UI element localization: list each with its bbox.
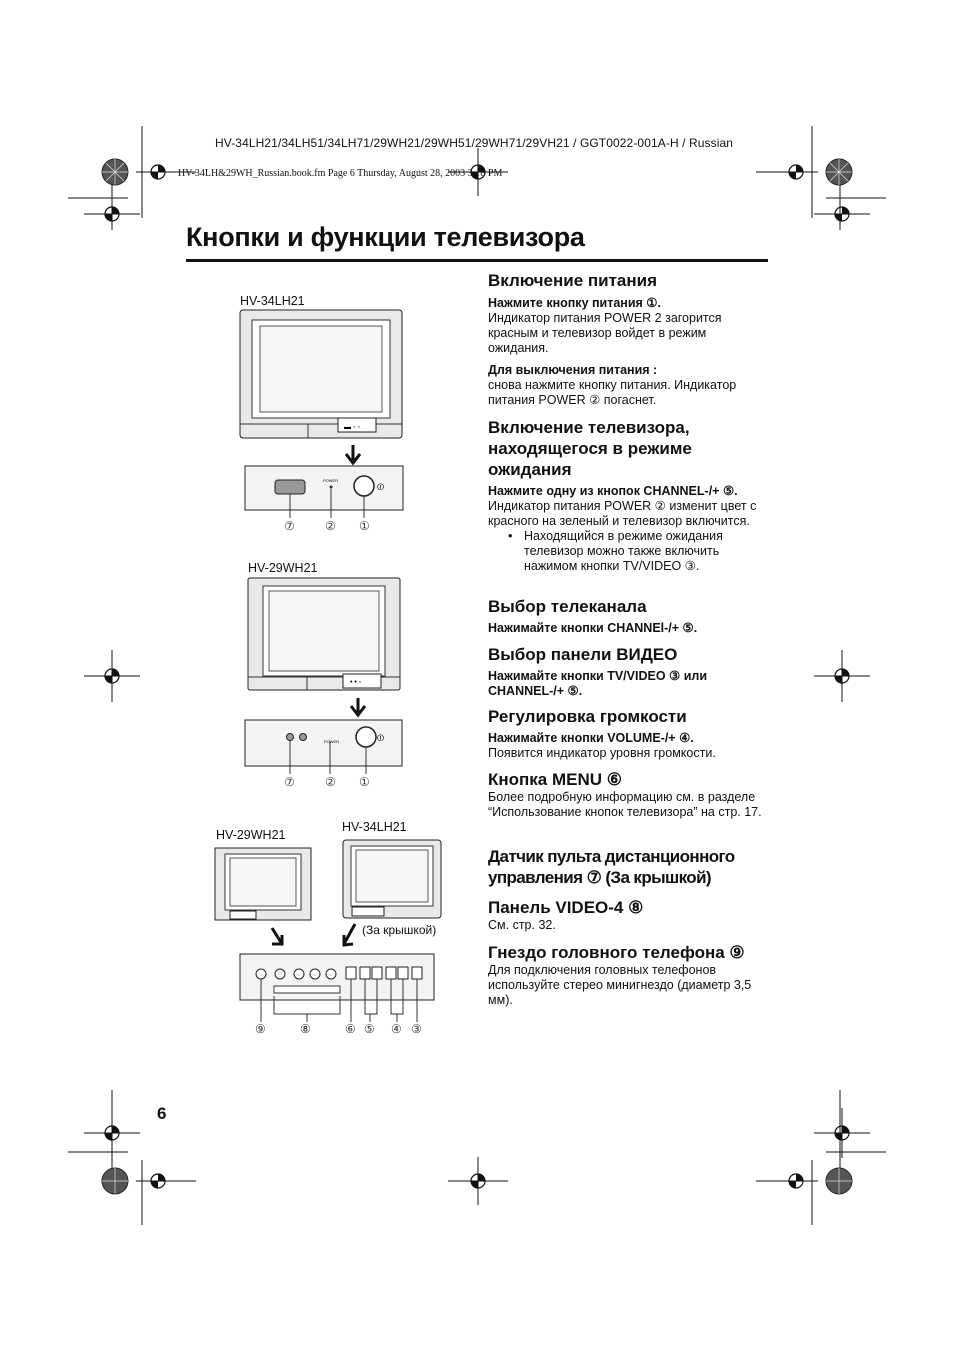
section-sensor <box>488 846 770 888</box>
fig2-callout-1: ① <box>359 775 370 789</box>
fig3-callout-4: ④ <box>391 1022 402 1036</box>
headphone-text: Для подключения головных телефонов используйте стерео минигнездо (диаметр 3,5 мм). <box>488 963 752 1007</box>
svg-text:⏼: ⏼ <box>377 733 385 743</box>
fig1-callout-7: ⑦ <box>284 519 295 533</box>
behind-cover-label: (За крышкой) <box>362 923 437 937</box>
standby-bullet-text: Находящийся в режиме ожидания телевизор можно также включить нажимом кнопки TV/VIDEO ③. <box>524 529 723 573</box>
power-on-heading: Включение питания <box>488 271 658 290</box>
section-channel <box>488 596 770 636</box>
tv-29wh21-front-figure <box>235 570 435 780</box>
svg-text:POWER: POWER <box>324 739 340 744</box>
svg-text:• • ◦: • • ◦ <box>350 679 362 686</box>
page-number: 6 <box>157 1104 167 1123</box>
section-menu <box>488 769 770 820</box>
fig3-callout-8: ⑧ <box>300 1022 311 1036</box>
headphone-heading: Гнездо головного телефона ⑨ <box>488 943 745 962</box>
fig1-callout-1: ① <box>359 519 370 533</box>
svg-text:▬ ◦ ◦: ▬ ◦ ◦ <box>344 424 360 431</box>
fig3-callout-6: ⑥ <box>345 1022 356 1036</box>
video4-heading: Панель VIDEO-4 ⑧ <box>488 898 644 917</box>
standby-heading: Включение телевизора, находящегося в режиме ожидания <box>488 418 692 479</box>
section-power-on <box>488 270 770 408</box>
standby-text: Индикатор питания POWER ② изменит цвет с красного на зеленый и телевизор включится. <box>488 499 757 528</box>
fig3-callout-3: ③ <box>411 1022 422 1036</box>
power-on-instruction: Нажмите кнопку питания ①. <box>488 296 661 310</box>
title-rule <box>186 259 768 262</box>
tv-34lh21-front-figure <box>230 300 430 540</box>
fig3-callout-9: ⑨ <box>255 1022 266 1036</box>
fig1-model-label: HV-34LH21 <box>240 294 305 308</box>
svg-text:POWER: POWER <box>323 478 339 483</box>
svg-text:⏼: ⏼ <box>377 482 385 492</box>
section-video4 <box>488 897 770 933</box>
video-instruction: Нажимайте кнопки TV/VIDEO ③ или CHANNEL-/+ ⑤. <box>488 669 708 698</box>
menu-heading: Кнопка MENU ⑥ <box>488 770 622 789</box>
channel-instruction: Нажимайте кнопки CHANNEl-/+ ⑤. <box>488 621 698 635</box>
section-video <box>488 644 770 699</box>
volume-heading: Регулировка громкости <box>488 707 687 726</box>
standby-bullet: • Находящийся в режиме ожидания телевизор можно также включить нажимом кнопки TV/VIDEO ③. <box>508 529 723 573</box>
video-heading: Выбор панели ВИДЕО <box>488 645 678 664</box>
fig1-callout-2: ② <box>325 519 336 533</box>
fig3-callout-5: ⑤ <box>364 1022 375 1036</box>
volume-instruction: Нажимайте кнопки VOLUME-/+ ④. <box>488 731 694 745</box>
sensor-heading: Датчик пульта дистанционного управления ⑦ (За крышкой) <box>488 847 735 887</box>
fig2-callout-7: ⑦ <box>284 775 295 789</box>
power-off-text: снова нажмите кнопку питания. Индикатор питания POWER ② погаснет. <box>488 378 737 407</box>
menu-text: Более подробную информацию см. в разделе “Использование кнопок телевизора” на стр. 17. <box>488 790 762 819</box>
section-volume <box>488 706 770 761</box>
video4-panel-figure <box>210 836 450 1041</box>
standby-instruction: Нажмите одну из кнопок CHANNEL-/+ ⑤. <box>488 484 738 498</box>
models-header: HV-34LH21/34LH51/34LH71/29WH21/29WH51/29WH71/29VH21 / GGT0022-001A-H / Russian <box>215 136 734 150</box>
page-title: Кнопки и функции телевизора <box>186 222 585 252</box>
channel-heading: Выбор телеканала <box>488 597 647 616</box>
volume-text: Появится индикатор уровня громкости. <box>488 746 716 760</box>
power-off-instruction: Для выключения питания : <box>488 363 658 377</box>
fig2-callout-2: ② <box>325 775 336 789</box>
book-file-line: HV-34LH&29WH_Russian.book.fm Page 6 Thursday, August 28, 2003 3:18 PM <box>178 168 503 179</box>
video4-text: См. стр. 32. <box>488 918 556 932</box>
fig3-model-left-label: HV-29WH21 <box>216 828 286 842</box>
section-headphone <box>488 942 770 1008</box>
power-on-text: Индикатор питания POWER 2 загорится красным и телевизор войдет в режим ожидания. <box>488 311 722 355</box>
fig3-model-right-label: HV-34LH21 <box>342 820 407 834</box>
fig2-model-label: HV-29WH21 <box>248 561 318 575</box>
section-standby-on <box>488 417 770 574</box>
